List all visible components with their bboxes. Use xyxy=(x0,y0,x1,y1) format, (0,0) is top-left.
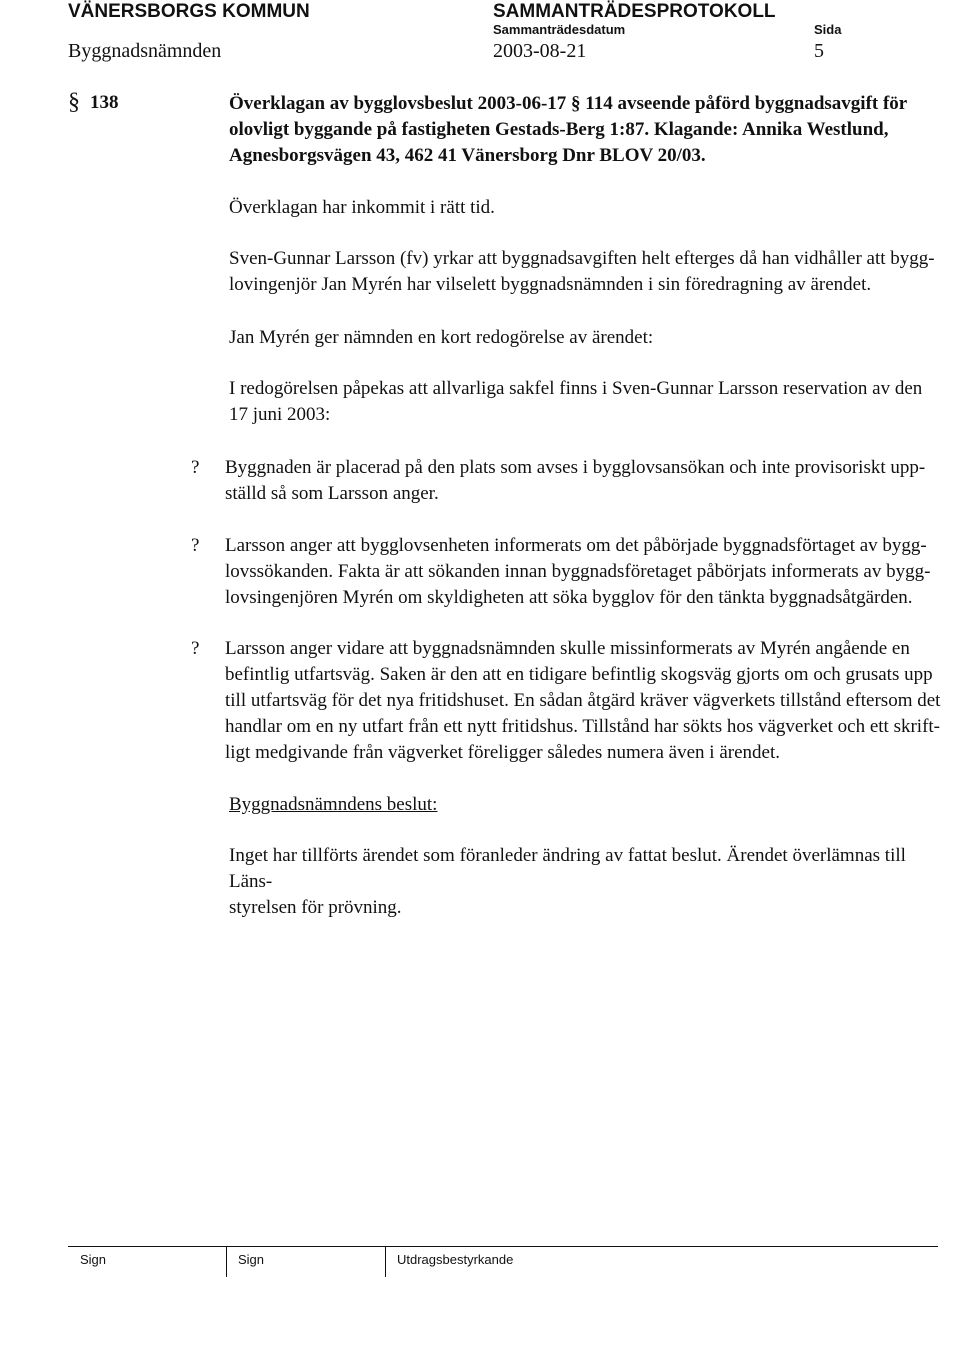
bullet-marker: ? xyxy=(191,457,200,478)
decision-heading xyxy=(229,792,941,818)
bullet-item xyxy=(225,636,941,766)
section-title-line: Överklagan av bygglovsbeslut 2003-06-17 § 114 avseende påförd byggnadsavgift för xyxy=(229,93,908,114)
section-title-line: Agnesborgsvägen 43, 462 41 Vänersborg Dnr BLOV 20/03. xyxy=(229,145,706,166)
bullet-item xyxy=(225,533,941,611)
paragraph-timely: Överklagan har inkommit i rätt tid. xyxy=(229,197,495,218)
bullet-line: till utfartsväg för det nya fritidshuset. En sådan åtgärd kräver vägverkets tillstånd eftersom det xyxy=(225,690,941,711)
footer-cell-divider xyxy=(226,1247,227,1277)
committee-name: Byggnadsnämnden xyxy=(68,40,222,62)
date-label: Sammanträdesdatum xyxy=(493,22,626,37)
paragraph-line: Sven-Gunnar Larsson (fv) yrkar att byggnadsavgiften helt efterges då han vidhåller att bygg- xyxy=(229,248,935,269)
document-type: SAMMANTRÄDESPROTOKOLL xyxy=(493,1,776,22)
bullet-line: befintlig utfartsväg. Saken är den att en tidigare befintlig skogsväg gjorts om och grusats upp xyxy=(225,664,933,685)
bullet-line: ställd så som Larsson anger. xyxy=(225,483,439,504)
bullet-line: handlar om en ny utfart från ett nytt fritidshus. Tillstånd har sökts hos vägverket och ett skrift- xyxy=(225,716,941,737)
section-title-line: olovligt byggande på fastigheten Gestads-Berg 1:87. Klagande: Annika Westlund, xyxy=(229,119,889,140)
bullet-line: Larsson anger vidare att byggnadsnämnden skulle missinformerats av Myrén angående en xyxy=(225,638,910,659)
paragraph-line: I redogörelsen påpekas att allvarliga sakfel finns i Sven-Gunnar Larsson reservation av den xyxy=(229,378,923,399)
decision-line: Inget har tillförts ärendet som föranleder ändring av fattat beslut. Ärendet överlämnas till Läns- xyxy=(229,845,906,892)
section-symbol: § xyxy=(68,89,80,115)
signature-field-2: Sign xyxy=(238,1252,265,1267)
paragraph-line: lovingenjör Jan Myrén har vilselett byggnadsnämnden i sin föredragning av ärendet. xyxy=(229,274,872,295)
bullet-marker: ? xyxy=(191,638,200,659)
signature-field-1: Sign xyxy=(80,1252,107,1267)
paragraph-line: 17 juni 2003: xyxy=(229,404,331,425)
bullet-line: Byggnaden är placerad på den plats som avses i bygglovsansökan och inte provisoriskt upp- xyxy=(225,457,926,478)
decision-text xyxy=(229,843,941,921)
bullet-line: lovsingenjören Myrén om skyldigheten att söka bygglov för den tänkta byggnadsåtgärden. xyxy=(225,587,913,608)
meeting-date: 2003-08-21 xyxy=(493,40,587,62)
section-title xyxy=(229,91,941,169)
bullet-line: ligt medgivande från vägverket föreligger således numera även i ärendet. xyxy=(225,742,780,763)
paragraph-briefing: Jan Myrén ger nämnden en kort redogörelse av ärendet: xyxy=(229,327,654,348)
section-number: 138 xyxy=(90,92,119,113)
bullet-item xyxy=(225,455,941,507)
page-label: Sida xyxy=(814,22,842,37)
certification-field: Utdragsbestyrkande xyxy=(397,1252,514,1267)
footer-divider xyxy=(68,1246,938,1247)
paragraph-claim xyxy=(229,246,941,298)
footer-cell-divider xyxy=(385,1247,386,1277)
bullet-line: lovssökanden. Fakta är att sökanden innan byggnadsföretaget påbörjats informerats av bygg- xyxy=(225,561,931,582)
decision-line: styrelsen för prövning. xyxy=(229,897,402,918)
bullet-line: Larsson anger att bygglovsenheten informerats om det påbörjade byggnadsförtaget av bygg- xyxy=(225,535,927,556)
page-number: 5 xyxy=(814,40,824,62)
bullet-marker: ? xyxy=(191,535,200,556)
decision-heading-text: Byggnadsnämndens beslut: xyxy=(229,794,438,815)
paragraph-report xyxy=(229,376,941,428)
municipality-name: VÄNERSBORGS KOMMUN xyxy=(68,1,310,22)
